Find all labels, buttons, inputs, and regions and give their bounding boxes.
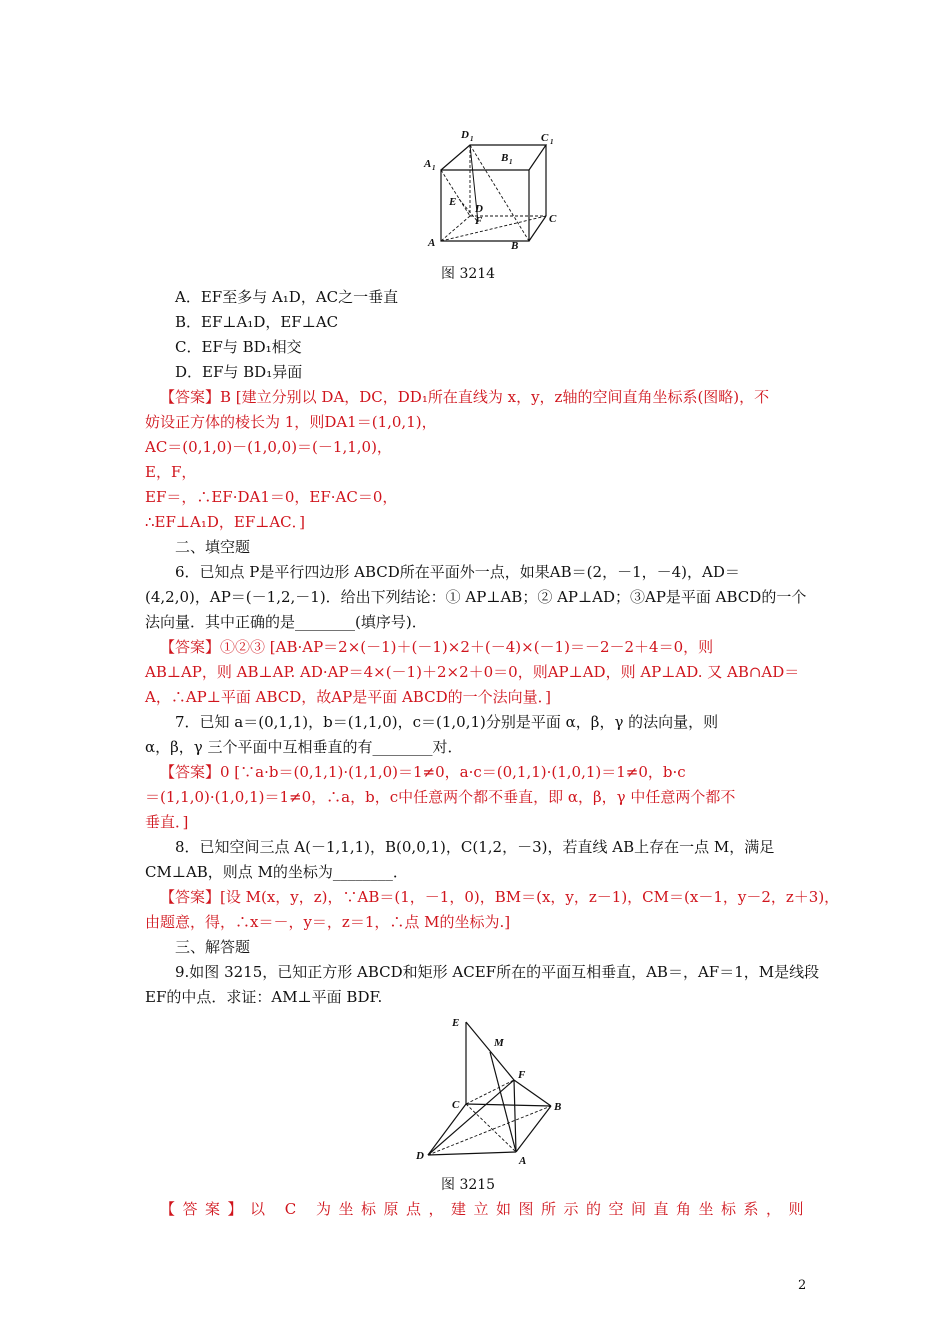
label-d1: D: [461, 129, 469, 141]
option-c: C．EF与 BD₁相交: [175, 338, 302, 356]
pyramid-figure: [408, 1010, 578, 1170]
option-b: B．EF⊥A₁D，EF⊥AC: [175, 313, 339, 331]
question-8-line-2: CM⊥AB，则点 M的坐标为________．: [145, 863, 408, 881]
label-c: C: [549, 213, 557, 225]
label-c1: C: [541, 132, 549, 144]
answer-6-line-3: A，∴AP⊥平面 ABCD，故AP是平面 ABCD的一个法向量．]: [145, 688, 551, 706]
answer-7-line-3: 垂直．]: [145, 813, 189, 831]
figure-caption-3214: 图 3214: [441, 266, 496, 282]
cube-bottom-right-edge: [529, 216, 546, 241]
label-b: B: [554, 1101, 562, 1113]
edge-ab: [516, 1106, 551, 1152]
question-9-line-2: EF的中点．求证：AM⊥平面 BDF.: [145, 988, 383, 1006]
diagonal-a1d: [441, 170, 470, 216]
label-b1-sub: 1: [509, 158, 513, 166]
cube-figure: [418, 125, 568, 255]
cube-hidden-edge-3: [441, 216, 470, 241]
label-c1-sub: 1: [550, 138, 554, 146]
question-8-line-1: 8．已知空间三点 A(－1,1,1)，B(0,0,1)，C(1,2，－3)，若直线 AB上存在一点 M，满足: [175, 838, 775, 856]
label-a1-sub: 1: [432, 164, 436, 172]
label-c: C: [452, 1099, 460, 1111]
label-f: F: [518, 1069, 526, 1081]
answer-5-line-4: E，F，: [145, 463, 197, 481]
label-d: D: [475, 203, 483, 215]
answer-6-line-1: 【答案】①②③ [AB·AP＝2×(－1)＋(－1)×2＋(－4)×(－1)＝－2－2＋4＝0，则: [160, 638, 714, 656]
answer-5-line-2: 妨设正方体的棱长为 1，则DA1＝(1,0,1)，: [145, 413, 437, 431]
label-d1-sub: 1: [470, 135, 474, 143]
label-f: F: [475, 215, 483, 227]
label-a: A: [519, 1155, 527, 1167]
answer-5-line-1: 【答案】B [建立分别以 DA，DC，DD₁所在直线为 x，y，z轴的空间直角坐标系(图略)，不: [160, 388, 770, 406]
section-solutions: 三、解答题: [175, 938, 251, 956]
label-a1: A: [424, 158, 432, 170]
diagonal-ac: [441, 216, 546, 241]
answer-5-line-3: AC＝(0,1,0)－(1,0,0)＝(－1,1,0)，: [145, 438, 392, 456]
edge-ef: [466, 1022, 514, 1080]
answer-7-line-1: 【答案】0 [∵a·b＝(0,1,1)·(1,1,0)＝1≠0，a·c＝(0,1,1)·(1,0,1)＝1≠0，b·c: [160, 763, 686, 781]
question-6-line-2: (4,2,0)，AP＝(－1,2,－1)．给出下列结论：① AP⊥AB；② AP⊥AD；③AP是平面 ABCD的一个: [145, 588, 807, 606]
edge-fb: [514, 1080, 551, 1106]
edge-cb: [466, 1104, 551, 1106]
label-m: M: [494, 1037, 504, 1049]
answer-6-line-2: AB⊥AP，则 AB⊥AP. AD·AP＝4×(－1)＋2×2＋0＝0，则AP⊥AD，则 AP⊥AD. 又 AB∩AD＝: [145, 663, 800, 681]
label-b: B: [511, 240, 519, 252]
answer-8-line-2: 由题意，得，∴x＝－，y＝，z＝1，∴点 M的坐标为.]: [145, 913, 511, 931]
label-a: A: [428, 237, 436, 249]
label-b1: B: [501, 152, 509, 164]
question-9-line-1: 9.如图 3215，已知正方形 ABCD和矩形 ACEF所在的平面互相垂直，AB＝，AF＝1，M是线段: [175, 963, 820, 981]
cube-top-back-edges: [441, 145, 546, 170]
option-d: D．EF与 BD₁异面: [175, 363, 303, 381]
answer-8-line-1: 【答案】[设 M(x，y，z)，∵AB＝(1，－1，0)，BM＝(x，y，z－1)，CM＝(x－1，y－2，z＋3)，: [160, 888, 840, 906]
edge-da: [428, 1152, 516, 1155]
question-7-line-1: 7．已知 a＝(0,1,1)，b＝(1,1,0)，c＝(1,0,1)分别是平面 α，β，γ 的法向量，则: [175, 713, 719, 731]
question-6-line-3: 法向量．其中正确的是________(填序号)．: [145, 613, 427, 631]
label-d: D: [416, 1150, 424, 1162]
label-e: E: [452, 1017, 460, 1029]
answer-5-line-5: EF＝，∴EF·DA1＝0，EF·AC＝0，: [145, 488, 398, 506]
answer-9-line-1: 【答案】以 C 为坐标原点，建立如图所示的空间直角坐标系，则: [160, 1200, 812, 1218]
figure-caption-3215: 图 3215: [441, 1177, 496, 1193]
question-6-line-1: 6．已知点 P是平行四边形 ABCD所在平面外一点，如果AB＝(2，－1，－4)，AD＝: [175, 563, 740, 581]
answer-5-line-6: ∴EF⊥A₁D，EF⊥AC．]: [145, 513, 306, 531]
option-a: A．EF至多与 A₁D，AC之一垂直: [175, 288, 399, 306]
question-7-line-2: α，β，γ 三个平面中互相垂直的有________对．: [145, 738, 463, 756]
diagonal-ca: [466, 1104, 516, 1152]
section-fill-in: 二、填空题: [175, 538, 251, 556]
edge-fd: [428, 1080, 514, 1155]
page-number: 2: [798, 1278, 807, 1293]
edge-fa: [514, 1080, 516, 1152]
label-e: E: [449, 196, 457, 208]
answer-7-line-2: ＝(1,1,0)·(1,0,1)＝1≠0，∴a，b，c中任意两个都不垂直，即 α，β，γ 中任意两个都不: [145, 788, 736, 806]
